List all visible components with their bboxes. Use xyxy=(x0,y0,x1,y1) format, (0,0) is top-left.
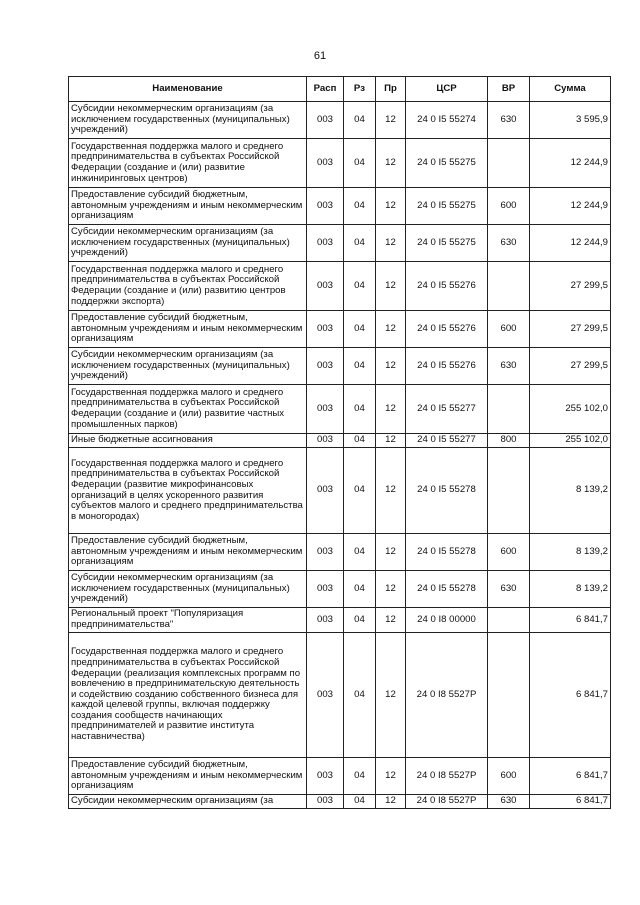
row-rasp: 003 xyxy=(307,225,344,262)
row-name: Субсидии некоммерческим организациям (за исключением государственных (муниципальных) учреждений) xyxy=(69,102,307,139)
row-pr: 12 xyxy=(376,758,406,795)
row-sum: 6 841,7 xyxy=(530,795,611,809)
budget-table xyxy=(68,76,611,809)
row-name: Субсидии некоммерческим организациям (за исключением государственных (муниципальных) учреждений) xyxy=(69,348,307,385)
row-name: Субсидии некоммерческим организациям (за исключением государственных (муниципальных) учреждений) xyxy=(69,571,307,608)
row-rz: 04 xyxy=(344,311,376,348)
row-sum: 6 841,7 xyxy=(530,608,611,633)
row-vr: 630 xyxy=(488,348,530,385)
row-name: Региональный проект "Популяризация предпринимательства" xyxy=(69,608,307,633)
row-pr: 12 xyxy=(376,795,406,809)
table-row xyxy=(69,434,611,448)
row-rz: 04 xyxy=(344,188,376,225)
row-sum: 8 139,2 xyxy=(530,534,611,571)
row-rasp: 003 xyxy=(307,795,344,809)
row-pr: 12 xyxy=(376,448,406,534)
row-csr: 24 0 I8 00000 xyxy=(406,608,488,633)
header-sum: Сумма xyxy=(530,77,611,102)
header-rz: Рз xyxy=(344,77,376,102)
row-sum: 8 139,2 xyxy=(530,448,611,534)
row-rz: 04 xyxy=(344,795,376,809)
header-vr: ВР xyxy=(488,77,530,102)
row-rasp: 003 xyxy=(307,311,344,348)
row-vr xyxy=(488,448,530,534)
row-name: Предоставление субсидий бюджетным, автономным учреждениям и иным некоммерческим организациям xyxy=(69,311,307,348)
row-csr: 24 0 I5 55274 xyxy=(406,102,488,139)
table-row xyxy=(69,385,611,434)
row-csr: 24 0 I5 55277 xyxy=(406,385,488,434)
table-row xyxy=(69,311,611,348)
row-name: Государственная поддержка малого и среднего предпринимательства в субъектах Российской Федерации (создание и (или) развитию центров поддержки экспорта) xyxy=(69,262,307,311)
row-sum: 27 299,5 xyxy=(530,311,611,348)
row-pr: 12 xyxy=(376,633,406,758)
table-row xyxy=(69,348,611,385)
row-sum: 12 244,9 xyxy=(530,225,611,262)
row-rasp: 003 xyxy=(307,348,344,385)
table-row xyxy=(69,608,611,633)
row-rasp: 003 xyxy=(307,448,344,534)
row-vr: 630 xyxy=(488,795,530,809)
table-row xyxy=(69,262,611,311)
row-sum: 27 299,5 xyxy=(530,262,611,311)
row-rasp: 003 xyxy=(307,139,344,188)
row-rasp: 003 xyxy=(307,534,344,571)
row-name: Предоставление субсидий бюджетным, автономным учреждениям и иным некоммерческим организациям xyxy=(69,758,307,795)
row-pr: 12 xyxy=(376,225,406,262)
row-rz: 04 xyxy=(344,225,376,262)
header-pr: Пр xyxy=(376,77,406,102)
row-sum: 27 299,5 xyxy=(530,348,611,385)
page-number: 61 xyxy=(313,50,327,62)
row-csr: 24 0 I5 55276 xyxy=(406,262,488,311)
header-name: Наименование xyxy=(69,77,307,102)
row-rz: 04 xyxy=(344,139,376,188)
row-rasp: 003 xyxy=(307,758,344,795)
row-rz: 04 xyxy=(344,448,376,534)
row-csr: 24 0 I5 55278 xyxy=(406,571,488,608)
table-header-row xyxy=(69,77,611,102)
row-csr: 24 0 I5 55276 xyxy=(406,348,488,385)
row-rz: 04 xyxy=(344,102,376,139)
table-row xyxy=(69,139,611,188)
row-rasp: 003 xyxy=(307,633,344,758)
row-vr xyxy=(488,139,530,188)
row-csr: 24 0 I5 55278 xyxy=(406,534,488,571)
row-rasp: 003 xyxy=(307,102,344,139)
row-rasp: 003 xyxy=(307,434,344,448)
table-row xyxy=(69,534,611,571)
row-rasp: 003 xyxy=(307,571,344,608)
row-sum: 255 102,0 xyxy=(530,434,611,448)
table-row xyxy=(69,188,611,225)
row-vr xyxy=(488,385,530,434)
row-rasp: 003 xyxy=(307,385,344,434)
row-name: Иные бюджетные ассигнования xyxy=(69,434,307,448)
row-name: Государственная поддержка малого и среднего предпринимательства в субъектах Российской Федерации (создание и (или) развитие инжиниринговых центров) xyxy=(69,139,307,188)
table-row xyxy=(69,225,611,262)
row-name: Государственная поддержка малого и среднего предпринимательства в субъектах Российской Федерации (развитие микрофинансовых организаций в целях ускоренного развития субъектов малого и среднего предпринимательства в моногородах) xyxy=(69,448,307,534)
row-csr: 24 0 I5 55275 xyxy=(406,188,488,225)
row-rz: 04 xyxy=(344,633,376,758)
table-row xyxy=(69,448,611,534)
header-rasp: Расп xyxy=(307,77,344,102)
row-rz: 04 xyxy=(344,608,376,633)
row-csr: 24 0 I8 5527P xyxy=(406,795,488,809)
row-vr: 600 xyxy=(488,534,530,571)
table-row xyxy=(69,571,611,608)
row-rasp: 003 xyxy=(307,608,344,633)
row-pr: 12 xyxy=(376,608,406,633)
row-vr: 630 xyxy=(488,102,530,139)
row-csr: 24 0 I8 5527P xyxy=(406,633,488,758)
row-pr: 12 xyxy=(376,571,406,608)
row-rz: 04 xyxy=(344,434,376,448)
row-rasp: 003 xyxy=(307,188,344,225)
row-csr: 24 0 I5 55275 xyxy=(406,225,488,262)
row-sum: 255 102,0 xyxy=(530,385,611,434)
row-pr: 12 xyxy=(376,534,406,571)
row-vr: 600 xyxy=(488,758,530,795)
row-csr: 24 0 I5 55278 xyxy=(406,448,488,534)
row-vr xyxy=(488,633,530,758)
row-sum: 12 244,9 xyxy=(530,188,611,225)
row-vr xyxy=(488,608,530,633)
row-name: Государственная поддержка малого и среднего предпринимательства в субъектах Российской Федерации (создание и (или) развитие частных промышленных парков) xyxy=(69,385,307,434)
row-rz: 04 xyxy=(344,534,376,571)
row-sum: 12 244,9 xyxy=(530,139,611,188)
row-pr: 12 xyxy=(376,188,406,225)
row-name: Предоставление субсидий бюджетным, автономным учреждениям и иным некоммерческим организациям xyxy=(69,534,307,571)
row-name: Субсидии некоммерческим организациям (за исключением государственных (муниципальных) учреждений) xyxy=(69,225,307,262)
row-rz: 04 xyxy=(344,385,376,434)
table-row xyxy=(69,633,611,758)
row-rz: 04 xyxy=(344,571,376,608)
row-csr: 24 0 I5 55276 xyxy=(406,311,488,348)
row-csr: 24 0 I8 5527P xyxy=(406,758,488,795)
row-vr xyxy=(488,262,530,311)
row-sum: 8 139,2 xyxy=(530,571,611,608)
row-rasp: 003 xyxy=(307,262,344,311)
header-csr: ЦСР xyxy=(406,77,488,102)
row-rz: 04 xyxy=(344,348,376,385)
row-pr: 12 xyxy=(376,139,406,188)
table-row xyxy=(69,795,611,809)
row-pr: 12 xyxy=(376,102,406,139)
row-name: Государственная поддержка малого и среднего предпринимательства в субъектах Российской Федерации (реализация комплексных программ по вовлечению в предпринимательскую деятельность и содействию созданию собственного бизнеса для каждой целевой группы, включая поддержку создания сообществ начинающих предпринимателей и развитие института наставничества) xyxy=(69,633,307,758)
row-vr: 800 xyxy=(488,434,530,448)
row-vr: 600 xyxy=(488,311,530,348)
row-rz: 04 xyxy=(344,262,376,311)
row-pr: 12 xyxy=(376,348,406,385)
row-pr: 12 xyxy=(376,385,406,434)
row-sum: 6 841,7 xyxy=(530,758,611,795)
row-name: Субсидии некоммерческим организациям (за xyxy=(69,795,307,809)
row-vr: 630 xyxy=(488,571,530,608)
row-sum: 6 841,7 xyxy=(530,633,611,758)
row-csr: 24 0 I5 55277 xyxy=(406,434,488,448)
row-pr: 12 xyxy=(376,434,406,448)
table-row xyxy=(69,758,611,795)
row-sum: 3 595,9 xyxy=(530,102,611,139)
row-vr: 600 xyxy=(488,188,530,225)
row-rz: 04 xyxy=(344,758,376,795)
row-name: Предоставление субсидий бюджетным, автономным учреждениям и иным некоммерческим организациям xyxy=(69,188,307,225)
row-pr: 12 xyxy=(376,311,406,348)
row-csr: 24 0 I5 55275 xyxy=(406,139,488,188)
row-pr: 12 xyxy=(376,262,406,311)
table-row xyxy=(69,102,611,139)
row-vr: 630 xyxy=(488,225,530,262)
